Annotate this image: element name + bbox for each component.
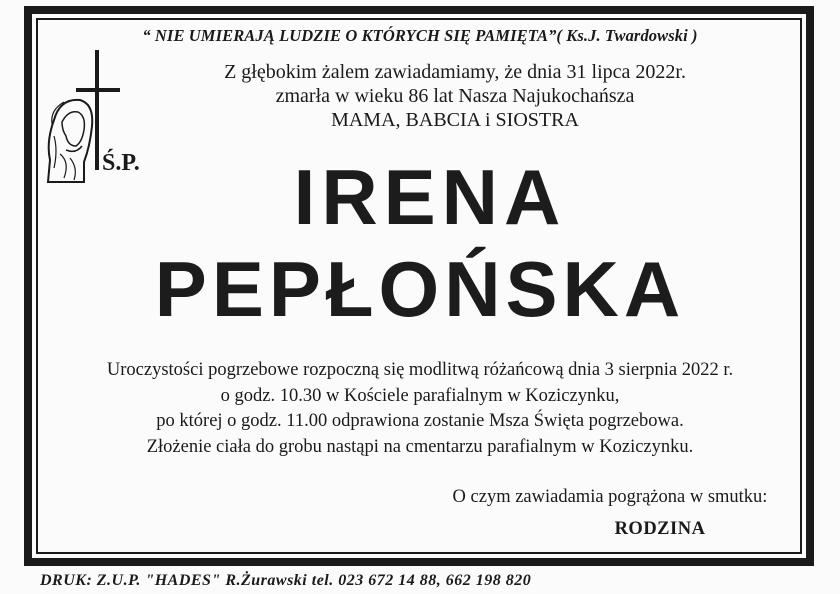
memorial-quote: “ NIE UMIERAJĄ LUDZIE O KTÓRYCH SIĘ PAMIĘTA”( Ks.J. Twardowski ) [142, 26, 698, 45]
details-line: po której o godz. 11.00 odprawiona zostanie Msza Święta pogrzebowa. [156, 411, 684, 431]
printer-footer: DRUK: Z.U.P. "HADES" R.Żurawski tel. 023 672 14 88, 662 198 820 [40, 572, 532, 589]
intro-line: Z głębokim żalem zawiadamiamy, że dnia 31 lipca 2022r. [224, 61, 686, 83]
deceased-last-name: PEPŁOŃSKA [154, 245, 686, 333]
family-signature: RODZINA [614, 519, 706, 539]
details-line: Uroczystości pogrzebowe rozpoczną się modlitwą różańcową dnia 3 sierpnia 2022 r. [106, 360, 734, 380]
intro-line: MAMA, BABCIA i SIOSTRA [331, 109, 579, 131]
details-line: Złożenie ciała do grobu nastąpi na cmentarzu parafialnym w Koziczynku. [146, 436, 694, 457]
closing-line: O czym zawiadamia pogrążona w smutku: [452, 487, 768, 507]
sp-label: Ś.P. [102, 150, 140, 176]
details-line: o godz. 10.30 w Kościele parafialnym w Koziczynku, [220, 385, 620, 406]
funeral-details [0, 358, 840, 460]
intro-line: zmarła w wieku 86 lat Nasza Najukochańsza [275, 85, 635, 107]
announcement-intro [0, 60, 840, 132]
deceased-first-name: IRENA [293, 153, 567, 241]
